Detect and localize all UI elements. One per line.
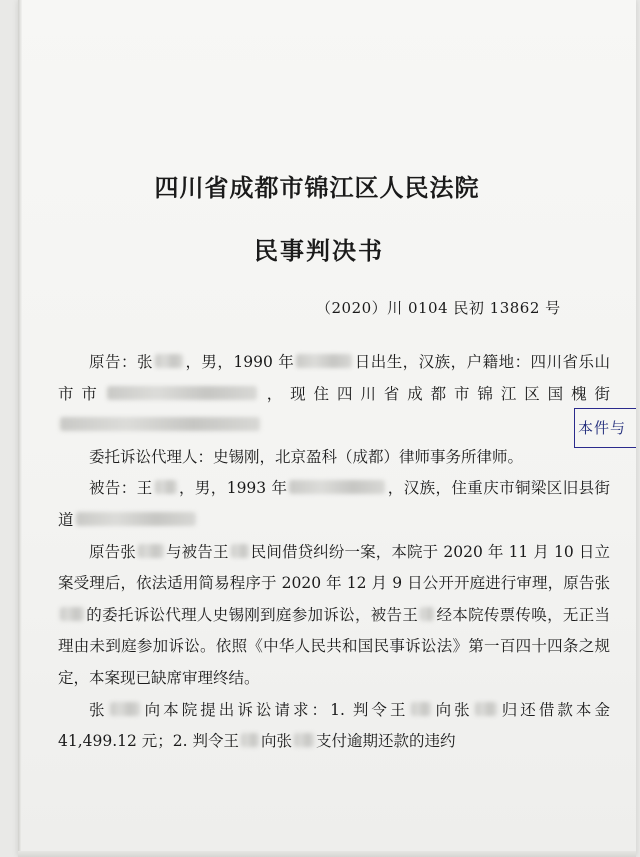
redaction	[420, 607, 434, 621]
text-run: 向张	[432, 700, 473, 719]
paragraph-claims	[58, 695, 610, 758]
redaction	[294, 733, 314, 747]
text-run: 向本院提出诉讼请求：1. 判令王	[141, 700, 409, 719]
text-run: 归还借款本金 41,499.12 元；2. 判令王	[58, 700, 610, 751]
text-run: 经本院传票传唤，无正当理由未到庭参加诉讼。依照《中华人民共和国民事诉讼法》第一百四十四条之规定，本案现已缺席审理终结。	[58, 605, 610, 687]
judgment-body	[58, 347, 610, 758]
redaction	[231, 544, 249, 558]
paragraph-agent	[58, 442, 610, 474]
text-run: 向张	[261, 732, 293, 751]
text-run: 原告：张	[89, 353, 153, 371]
redaction	[155, 354, 183, 368]
text-run: 的委托诉讼代理人史锡刚到庭参加诉讼，被告王	[86, 605, 419, 624]
text-run: ，汉族，住重庆市铜梁区旧县街道	[58, 479, 610, 529]
redaction	[60, 607, 84, 621]
paragraph-case-intro	[58, 537, 610, 695]
judgment-page	[18, 0, 636, 857]
redaction	[155, 480, 177, 494]
case-number: （2020）川 0104 民初 13862 号	[316, 299, 561, 317]
text-run: ，男，1993 年	[178, 479, 288, 498]
text-run: 张	[89, 700, 108, 719]
text-run: 原告张	[89, 542, 136, 561]
paragraph-defendant	[58, 473, 610, 536]
redaction	[296, 354, 352, 368]
redaction	[475, 702, 497, 716]
paragraph-plaintiff	[58, 347, 610, 442]
side-stamp: 本件与	[574, 408, 636, 448]
text-run: 被告：王	[89, 479, 153, 498]
redaction	[241, 733, 259, 747]
redaction	[138, 544, 164, 558]
page-edge	[18, 851, 636, 857]
text-run: ，现住四川省成都市锦江区国槐街	[258, 384, 610, 403]
redaction	[110, 702, 140, 716]
text-run: 支付逾期还款的违约	[316, 732, 456, 751]
redaction	[411, 702, 431, 716]
text-run: 日出生，汉族，户籍地：四川省乐山市市	[58, 353, 610, 403]
court-name: 四川省成都市锦江区人民法院	[154, 173, 480, 202]
text-run: 与被告王	[165, 542, 229, 561]
redaction	[107, 386, 257, 400]
document-type: 民事判决书	[254, 236, 384, 265]
text-run: ，男，1990 年	[184, 353, 295, 371]
redaction	[289, 480, 385, 494]
redaction	[76, 512, 196, 526]
redaction	[60, 417, 260, 431]
text-run: 委托诉讼代理人：史锡刚，北京盈科（成都）律师事务所律师。	[89, 447, 524, 466]
text-run: 民间借贷纠纷一案，本院于 2020 年 11 月 10 日立案受理后，依法适用简易程序于 2020 年 12 月 9 日公开开庭进行审理，原告张	[58, 542, 610, 593]
